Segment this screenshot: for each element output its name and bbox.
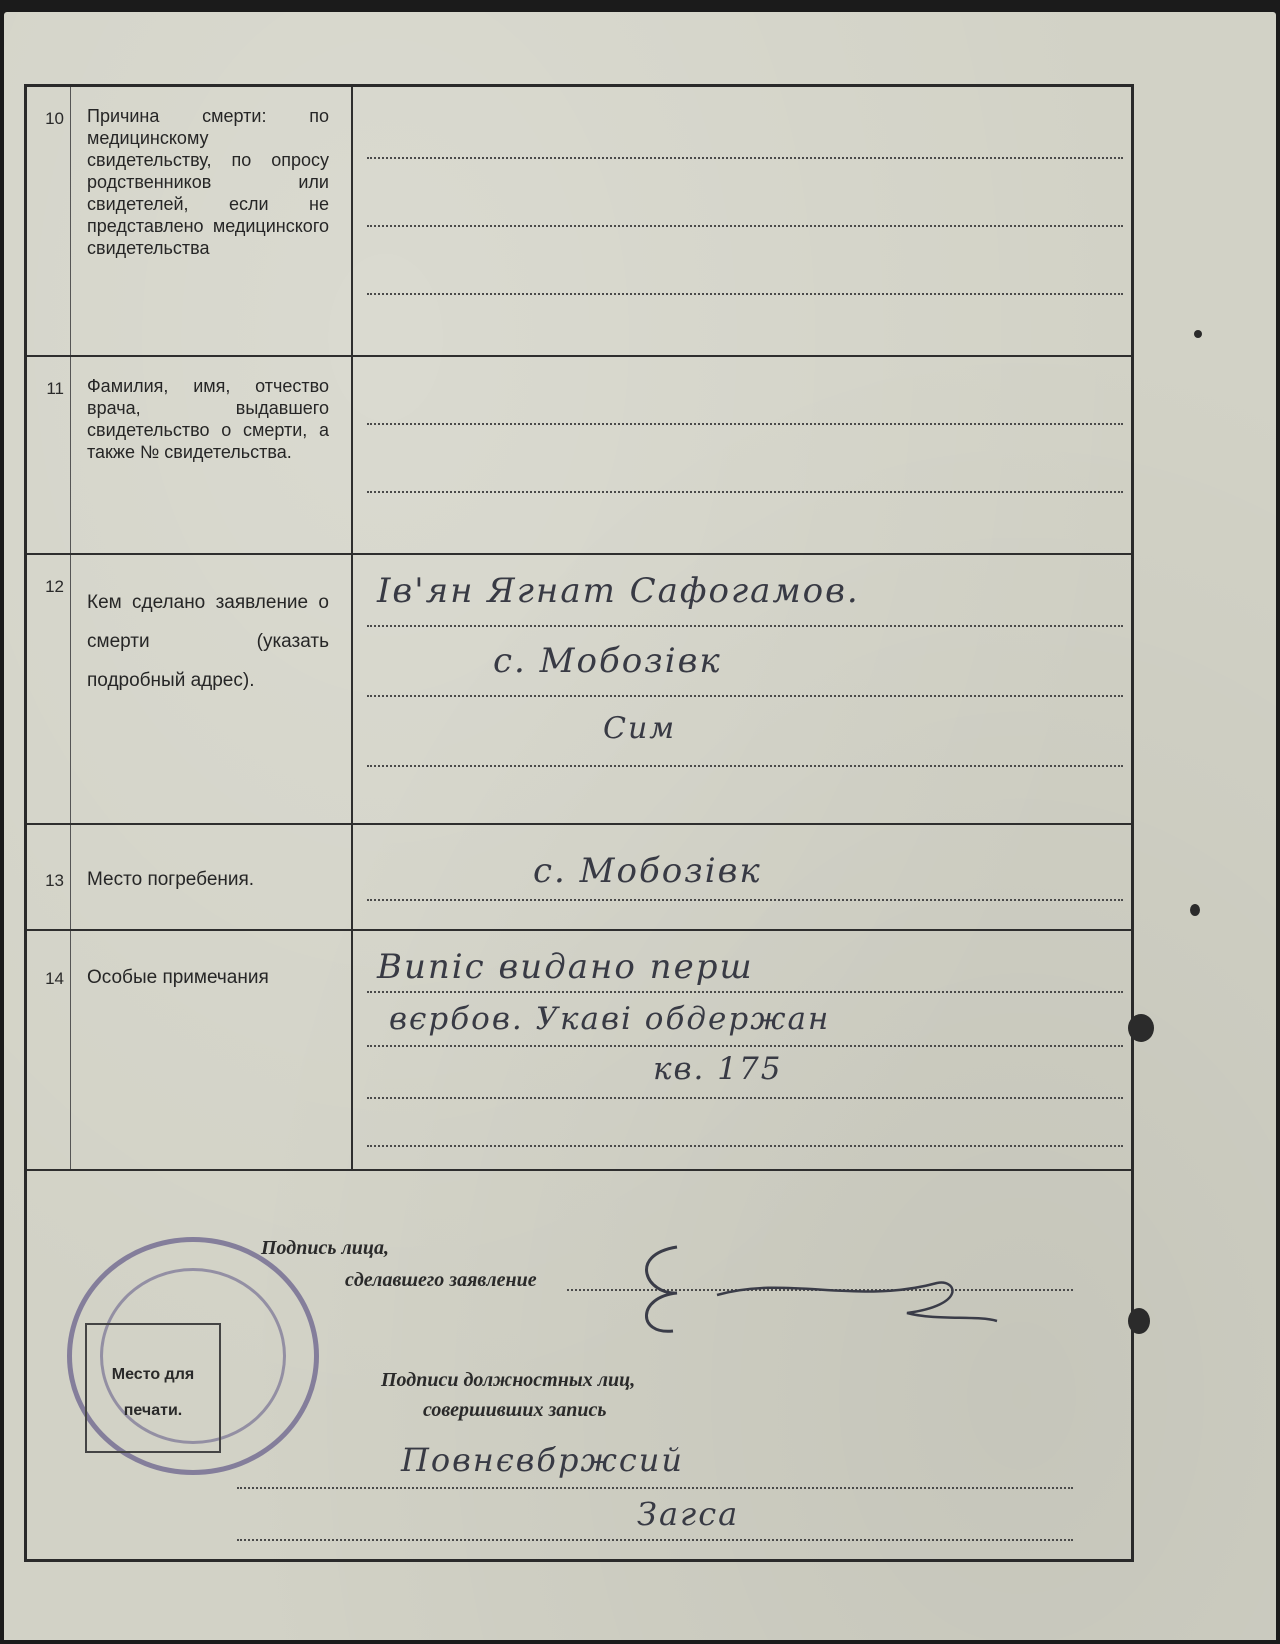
dotted-line	[367, 991, 1123, 993]
dotted-line	[367, 899, 1123, 901]
row-value-area	[351, 931, 1131, 1169]
dotted-line	[367, 225, 1123, 227]
row-14-special-notes	[27, 931, 1131, 1171]
officials-signature-label-1: Подписи должностных лиц,	[381, 1369, 636, 1391]
signature-section	[27, 1195, 1131, 1559]
row-number: 11	[27, 357, 71, 553]
officials-signature-label-2: совершивших запись	[423, 1399, 607, 1421]
dotted-line	[367, 765, 1123, 767]
row-number: 10	[27, 87, 71, 355]
officials-signature-line-2	[237, 1539, 1073, 1541]
row-13-burial-place	[27, 825, 1131, 931]
handwritten-text: с. Мобозівк	[493, 641, 722, 681]
row-value-area	[351, 825, 1131, 929]
row-10-cause-of-death	[27, 87, 1131, 357]
dotted-line	[367, 1097, 1123, 1099]
declarant-signature-label-1: Подпись лица,	[261, 1237, 389, 1259]
row-number: 12	[27, 555, 71, 823]
handwritten-text: Виnіс видано перш	[377, 947, 754, 987]
row-12-declarant	[27, 555, 1131, 825]
row-label: Место погребения.	[87, 869, 255, 890]
binder-hole-mark	[1128, 1308, 1150, 1334]
row-label: Причина смерти: по медицинскому свидетельству, по опросу родственников или свидетелей, если не представлено медицинского свидетельства	[87, 106, 329, 258]
dotted-line	[367, 293, 1123, 295]
row-11-doctor-name	[27, 357, 1131, 555]
edge-speck	[1194, 330, 1202, 338]
dotted-line	[367, 695, 1123, 697]
edge-speck	[1190, 904, 1200, 916]
dotted-line	[367, 1145, 1123, 1147]
official-handwriting-2: Загса	[637, 1495, 740, 1533]
binder-hole-mark	[1128, 1014, 1154, 1042]
dotted-line	[367, 423, 1123, 425]
dotted-line	[367, 1045, 1123, 1047]
document-sheet	[4, 12, 1276, 1640]
handwritten-text: кв. 175	[653, 1051, 783, 1087]
handwritten-text: с. Мобозівк	[533, 851, 762, 891]
row-value-area	[351, 87, 1131, 355]
dotted-line	[367, 491, 1123, 493]
handwritten-text: вєрбов. Укаві обдержан	[389, 1001, 831, 1037]
declarant-signature-scribble	[607, 1235, 1027, 1345]
row-number: 13	[27, 825, 71, 929]
row-value-area	[351, 357, 1131, 553]
handwritten-text: Ів'ян Ягнат Сафогамов.	[377, 571, 860, 611]
row-label: Фамилия, имя, отчество врача, выдавшего свидетельство о смерти, а также № свидетельства.	[87, 376, 329, 462]
officials-signature-line-1	[237, 1487, 1073, 1489]
dotted-line	[367, 625, 1123, 627]
row-number: 14	[27, 931, 71, 1169]
row-label: Особые примечания	[87, 967, 269, 988]
declarant-signature-label-2: сделавшего заявление	[345, 1269, 537, 1291]
stamp-place-box: Место для печати.	[85, 1323, 221, 1453]
dotted-line	[367, 157, 1123, 159]
official-handwriting-1: Повнєвбржсий	[401, 1441, 684, 1479]
row-label: Кем сделано заявление о смерти (указать подробный адрес).	[87, 592, 329, 691]
death-record-form	[24, 84, 1134, 1562]
row-value-area	[351, 555, 1131, 823]
handwritten-text: Сим	[603, 711, 677, 746]
